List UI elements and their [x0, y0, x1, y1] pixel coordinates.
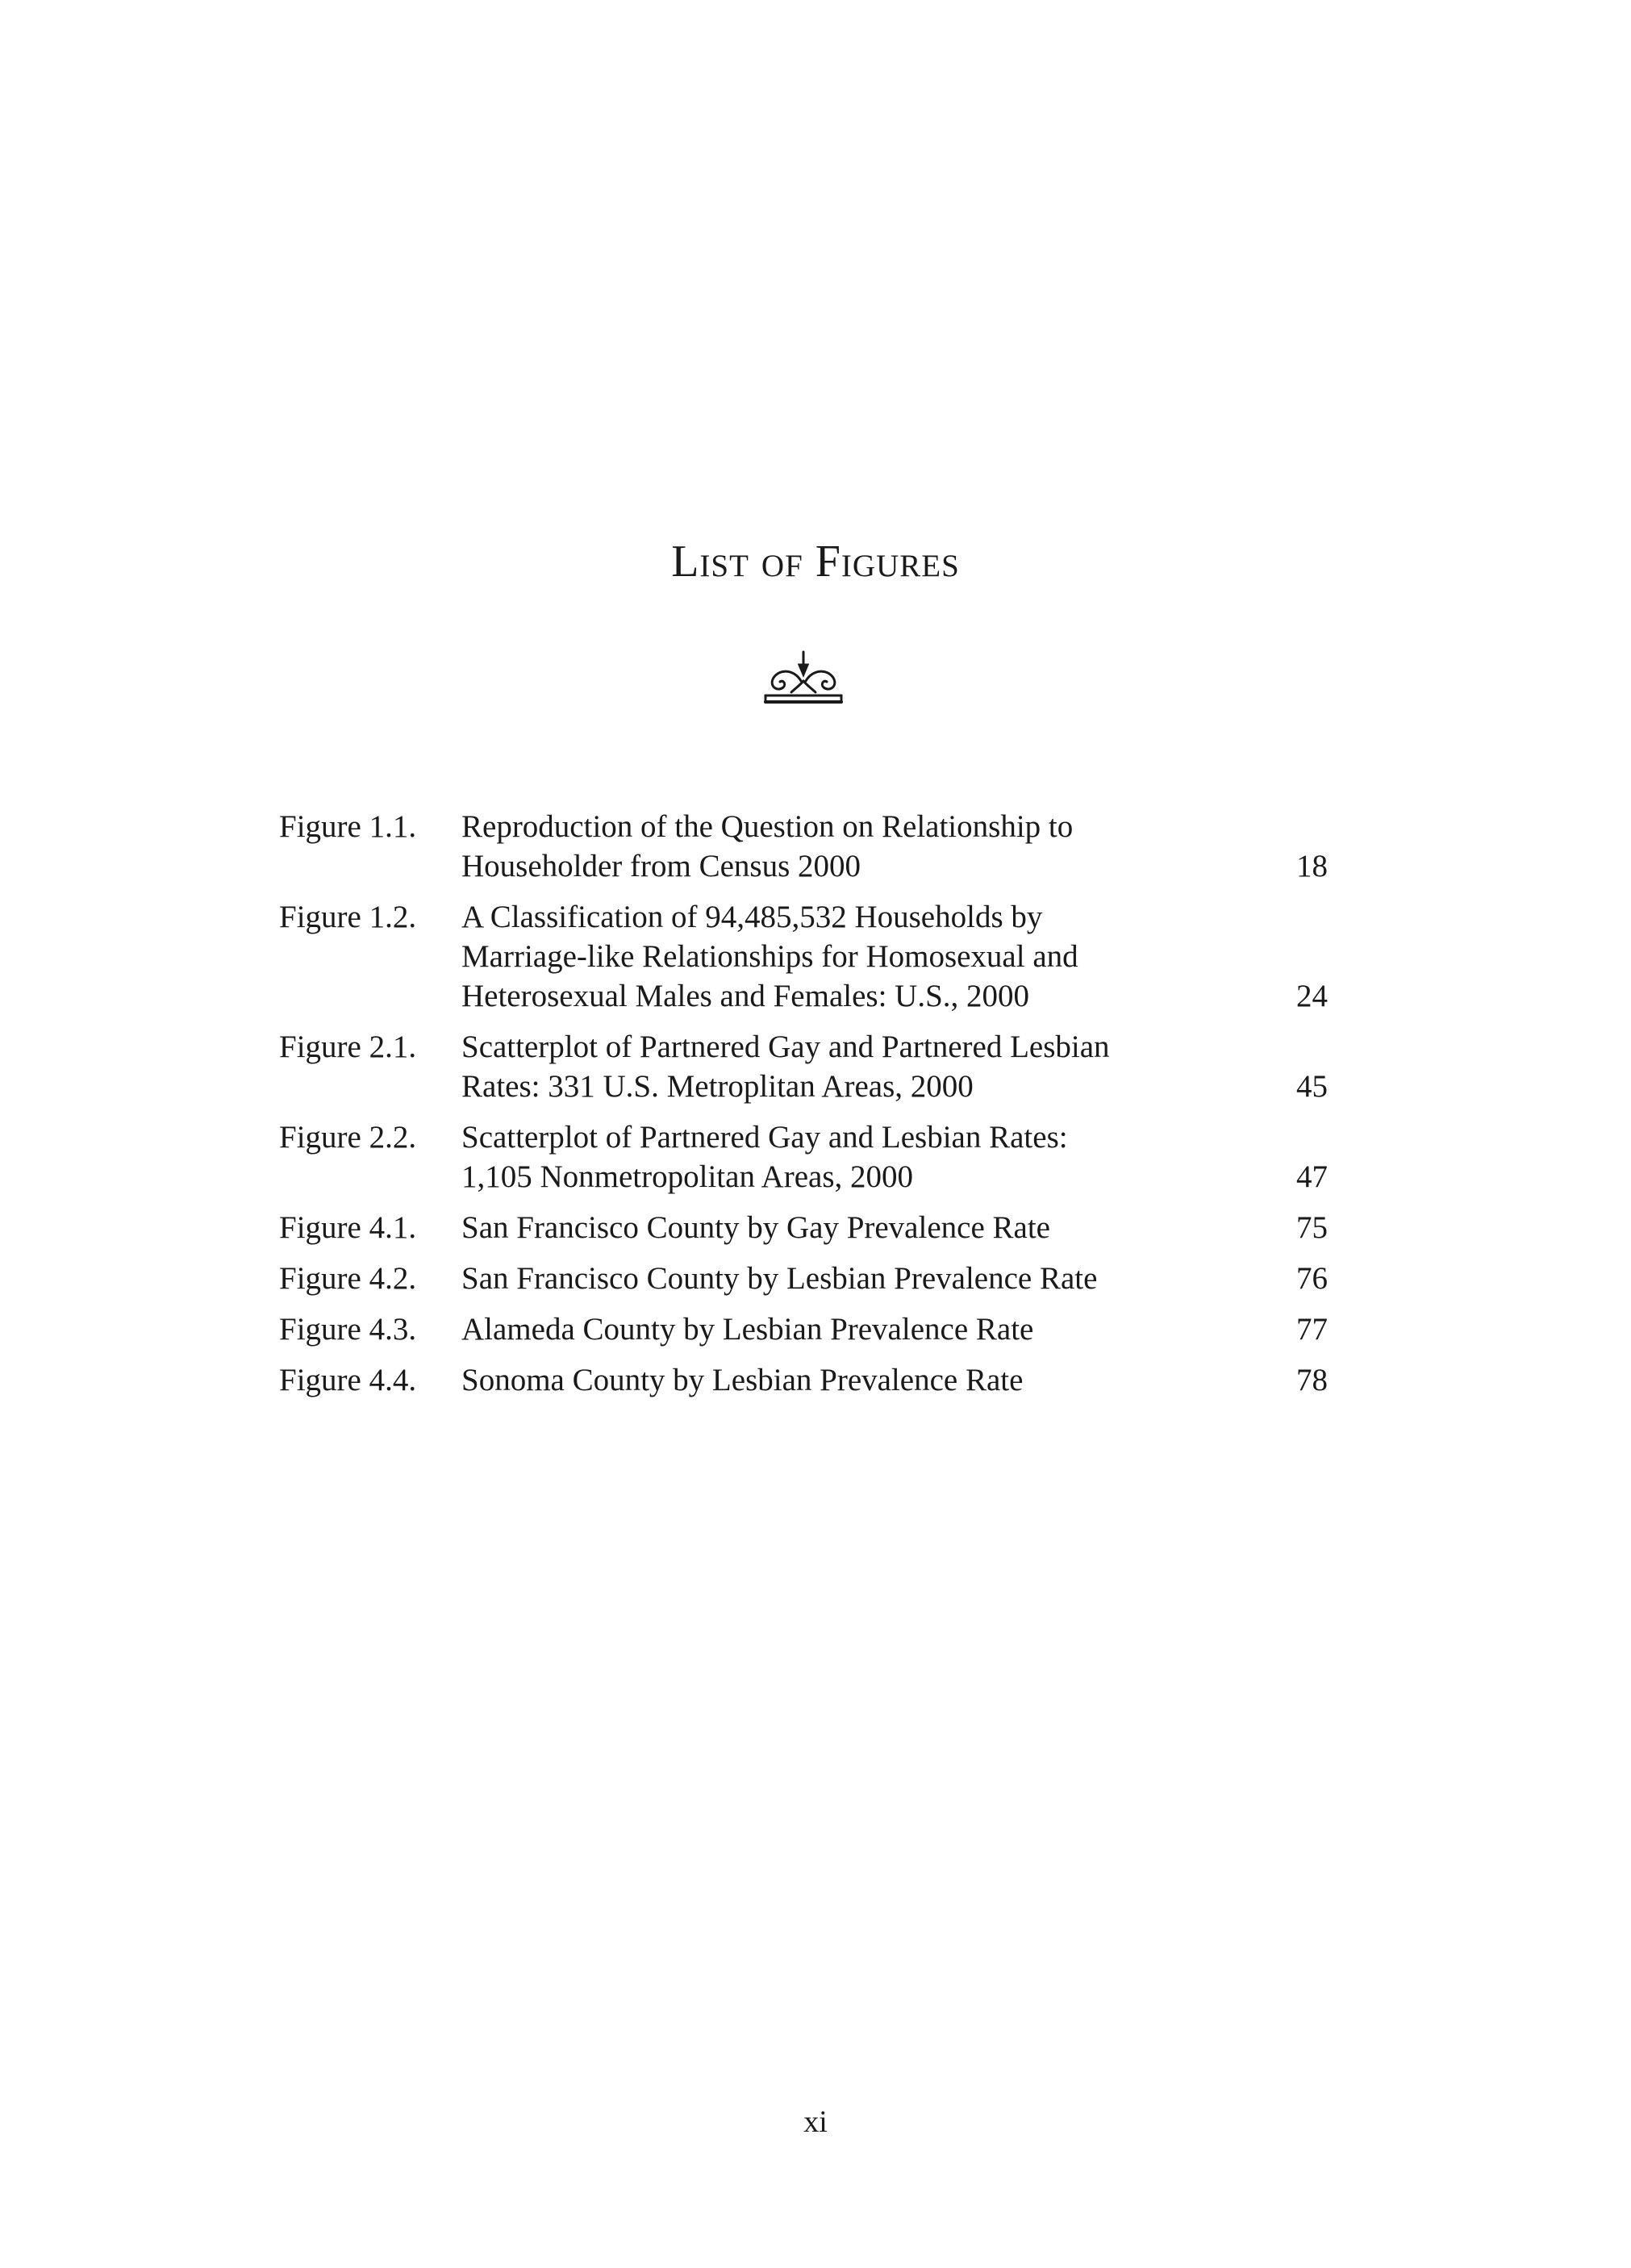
figure-title-line: San Francisco County by Lesbian Prevalence Rate	[461, 1261, 1098, 1296]
figure-entry	[279, 1259, 1328, 1298]
figure-list	[279, 807, 1328, 1411]
figure-title	[461, 1259, 1187, 1298]
figure-entry	[279, 1117, 1328, 1197]
figure-label: Figure 2.2.	[279, 1120, 417, 1155]
figure-title	[461, 1117, 1187, 1197]
figure-title-line: Rates: 331 U.S. Metroplitan Areas, 2000	[461, 1069, 974, 1104]
figure-title	[461, 807, 1187, 886]
figure-label: Figure 1.2.	[279, 900, 417, 934]
figure-page-number: 76	[1296, 1261, 1328, 1296]
figure-title	[461, 1360, 1187, 1400]
figure-label: Figure 2.1.	[279, 1030, 417, 1064]
figure-title	[461, 1208, 1187, 1247]
figure-page-number: 78	[1296, 1363, 1328, 1397]
figure-page-number: 77	[1296, 1312, 1328, 1347]
figure-entry	[279, 1208, 1328, 1247]
figure-title-line: San Francisco County by Gay Prevalence Rate	[461, 1210, 1050, 1245]
figure-entry	[279, 897, 1328, 1016]
figure-title-line: A Classification of 94,485,532 Households by	[461, 900, 1043, 934]
figure-page-number: 18	[1296, 849, 1328, 883]
figure-label: Figure 4.3.	[279, 1312, 417, 1347]
figure-title-line: Marriage-like Relationships for Homosexual and	[461, 939, 1078, 974]
figure-title	[461, 1309, 1187, 1349]
figure-label: Figure 1.1.	[279, 809, 417, 844]
figure-entry	[279, 1309, 1328, 1349]
figure-title	[461, 1027, 1187, 1106]
figure-title	[461, 897, 1187, 1016]
figure-title-line: Heterosexual Males and Females: U.S., 2000	[461, 979, 1030, 1013]
figure-label: Figure 4.1.	[279, 1210, 417, 1245]
figure-label: Figure 4.4.	[279, 1363, 417, 1397]
figure-page-number: 75	[1296, 1210, 1328, 1245]
page-title: List of Figures	[671, 537, 960, 587]
figure-title-line: 1,105 Nonmetropolitan Areas, 2000	[461, 1159, 913, 1194]
crown-ornament-icon	[759, 645, 848, 718]
figure-page-number: 47	[1296, 1159, 1328, 1194]
figure-page-number: 24	[1296, 979, 1328, 1013]
figure-label: Figure 4.2.	[279, 1261, 417, 1296]
figure-entry	[279, 1360, 1328, 1400]
page-folio: xi	[803, 2105, 828, 2139]
figure-title-line: Reproduction of the Question on Relationship to	[461, 809, 1074, 844]
figure-title-line: Scatterplot of Partnered Gay and Partnered Lesbian	[461, 1030, 1110, 1064]
figure-title-line: Alameda County by Lesbian Prevalence Rate	[461, 1312, 1034, 1347]
figure-page-number: 45	[1296, 1069, 1328, 1104]
figure-title-line: Householder from Census 2000	[461, 849, 861, 883]
figure-entry	[279, 1027, 1328, 1106]
figure-title-line: Scatterplot of Partnered Gay and Lesbian Rates:	[461, 1120, 1068, 1155]
figure-entry	[279, 807, 1328, 886]
figure-title-line: Sonoma County by Lesbian Prevalence Rate	[461, 1363, 1024, 1397]
